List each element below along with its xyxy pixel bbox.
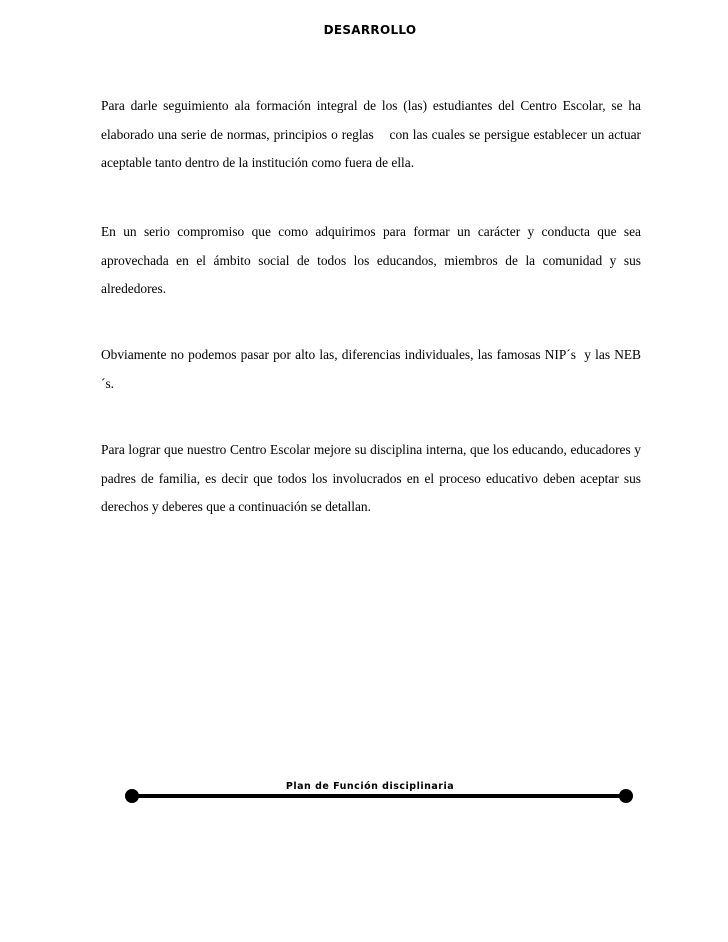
footer-label: Plan de Función disciplinaria xyxy=(285,781,455,792)
paragraph-4: Para lograr que nuestro Centro Escolar mejore su disciplina interna, que los educando, educadores y padres de familia, es decir que todos los involucrados en el proceso educativo deben aceptar sus derechos y deberes que a continuación se detallan. xyxy=(101,442,641,514)
paragraph-2: En un serio compromiso que como adquirimos para formar un carácter y conducta que sea aprovechada en el ámbito social de todos los educandos, miembros de la comunidad y sus alrededores. xyxy=(101,224,641,296)
paragraph-1: Para darle seguimiento ala formación integral de los (las) estudiantes del Centro Escolar, se ha elaborado una serie de normas, principios o reglas con las cuales se persigue establecer un actuar aceptable tanto dentro de la institución como fuera de ella. xyxy=(101,98,641,170)
footer-rule xyxy=(132,794,626,798)
paragraph-3: Obviamente no podemos pasar por alto las, diferencias individuales, las famosas NIP´s y las NEB´s. xyxy=(101,347,641,391)
footer-right-dot xyxy=(619,789,633,803)
page-title: DESARROLLO xyxy=(323,23,417,37)
footer-left-dot xyxy=(125,789,139,803)
